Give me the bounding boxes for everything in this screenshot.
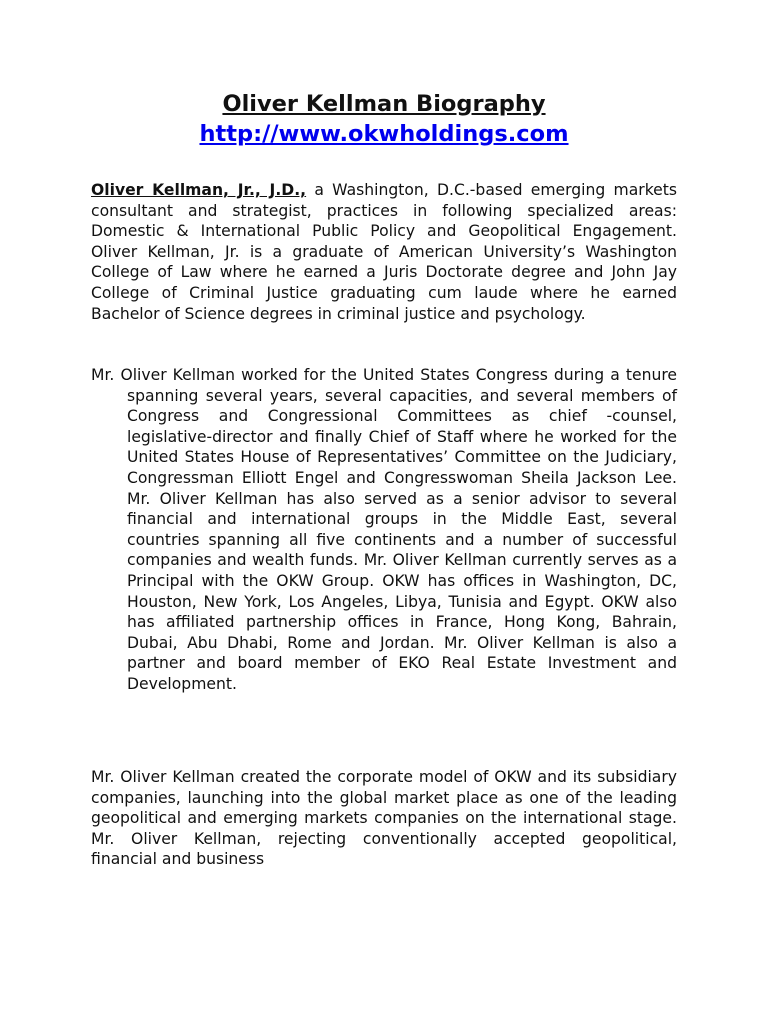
lead-name: Oliver Kellman, Jr., J.D., bbox=[91, 181, 307, 199]
website-link-line bbox=[91, 120, 677, 148]
page-title: Oliver Kellman Biography bbox=[222, 91, 546, 117]
bio-paragraph-3: Mr. Oliver Kellman created the corporate model of OKW and its subsidiary companies, launching into the global market place as one of the leading geopolitical and emerging markets companies on the international stage. Mr. Oliver Kellman, rejecting conventionally accepted geopolitical, financial and business bbox=[91, 768, 677, 869]
website-link[interactable]: http://www.okwholdings.com bbox=[199, 121, 569, 147]
document-page bbox=[91, 0, 677, 1024]
bio-paragraph-1 bbox=[91, 180, 677, 324]
bio-paragraph-2: Mr. Oliver Kellman worked for the United States Congress during a tenure spanning several years, several capacities, and several members of Congress and Congressional Committees as chief -counsel, legislative-director and finally Chief of Staff where he worked for the United States House of Representatives’ Committee on the Judiciary, Congressman Elliott Engel and Congresswoman Sheila Jackson Lee. Mr. Oliver Kellman has also served as a senior advisor to several financial and international groups in the Middle East, several countries spanning all five continents and a number of successful companies and wealth funds. Mr. Oliver Kellman currently serves as a Principal with the OKW Group. OKW has offices in Washington, DC, Houston, New York, Los Angeles, Libya, Tunisia and Egypt. OKW also has affiliated partnership offices in France, Hong Kong, Bahrain, Dubai, Abu Dhabi, Rome and Jordan. Mr. Oliver Kellman is also a partner and board member of EKO Real Estate Investment and Development. bbox=[91, 366, 677, 693]
bio-paragraph-1-body: a Washington, D.C.-based emerging markets consultant and strategist, practices in following specialized areas: Domestic & International Public Policy and Geopolitical Engagement. Oliver Kellman, Jr. is a graduate of American University’s Washington College of Law where he earned a Juris Doctorate degree and John Jay College of Criminal Justice graduating cum laude where he earned Bachelor of Science degrees in criminal justice and psychology. bbox=[91, 181, 678, 323]
